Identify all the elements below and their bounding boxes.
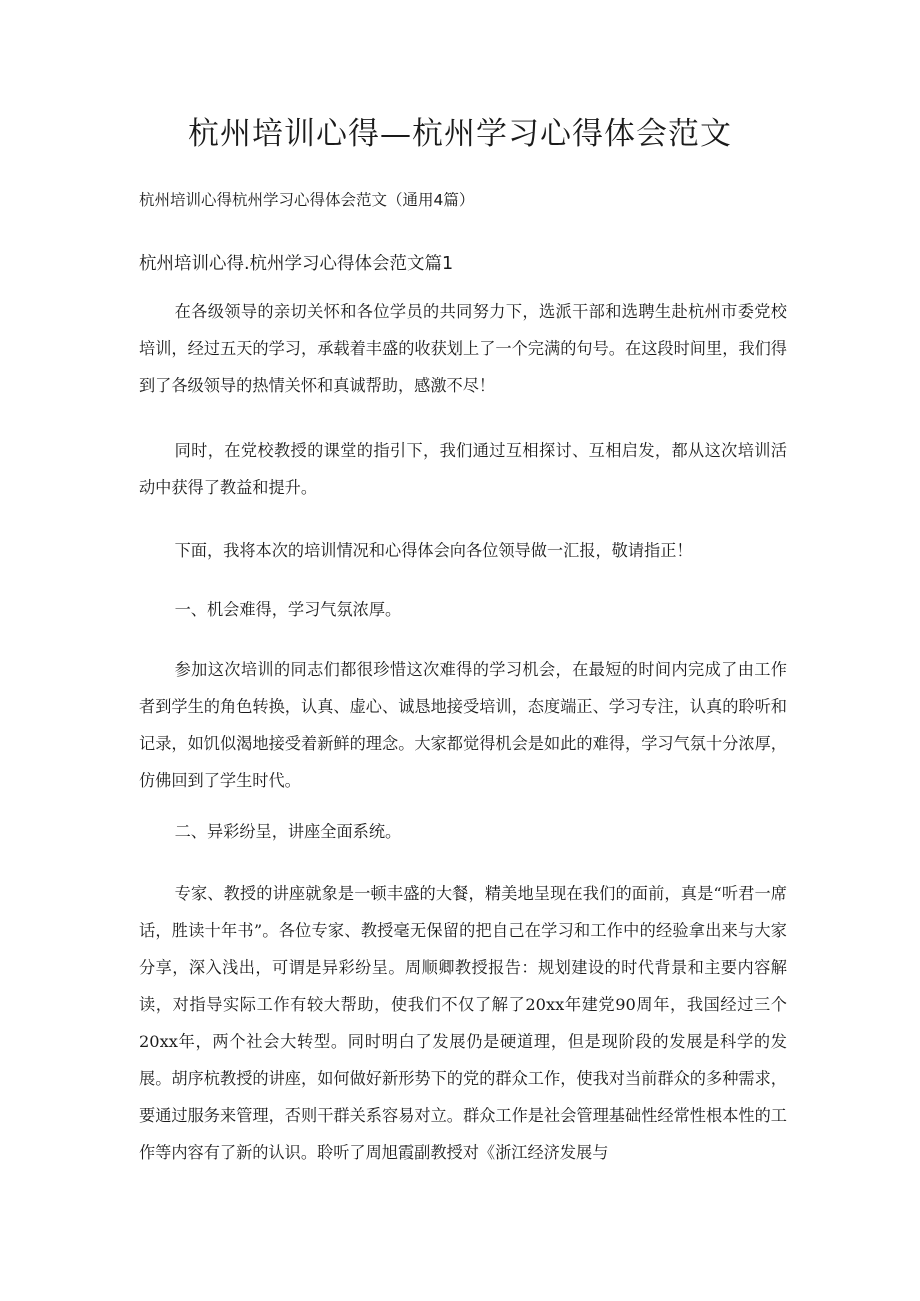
point-two-heading: 二、异彩纷呈，讲座全面系统。	[174, 822, 402, 841]
document-subtitle: 杭州培训心得杭州学习心得体会范文（通用4篇）	[139, 191, 475, 209]
paragraph-report-lead: 下面，我将本次的培训情况和心得体会向各位领导做一汇报，敬请指正！	[174, 541, 693, 560]
paragraph-intro: 在各级领导的亲切关怀和各位学员的共同努力下，选派干部和选聘生赴杭州市委党校培训，经过五天的学习，承载着丰盛的收获划上了一个完满的句号。在这段时间里，我们得到了各级领导的热情关怀和真诚帮助，感激不尽！	[139, 302, 787, 395]
point-one-heading: 一、机会难得，学习气氛浓厚。	[174, 600, 402, 619]
document-title: 杭州培训心得—杭州学习心得体会范文	[188, 116, 732, 152]
paragraph-guidance: 同时，在党校教授的课堂的指引下，我们通过互相探讨、互相启发，都从这次培训活动中获得了教益和提升。	[139, 441, 787, 497]
section-heading: 杭州培训心得.杭州学习心得体会范文篇1	[139, 254, 454, 274]
paragraph-point-two: 专家、教授的讲座就象是一顿丰盛的大餐，精美地呈现在我们的面前，真是“听君一席话，胜读十年书”。各位专家、教授毫无保留的把自己在学习和工作中的经验拿出来与大家分享，深入浅出，可谓是异彩纷呈。周顺卿教授报告：规划建设的时代背景和主要内容解读，对指导实际工作有较大帮助，使我们不仅了解了20xx年建党90周年，我国经过三个20xx年，两个社会大转型。同时明白了发展仍是硬道理，但是现阶段的发展是科学的发展。胡序杭教授的讲座，如何做好新形势下的党的群众工作，使我对当前群众的多种需求，要通过服务来管理，否则干群关系容易对立。群众工作是社会管理基础性经常性根本性的工作等内容有了新的认识。聆听了周旭霞副教授对《浙江经济发展与	[139, 884, 787, 1162]
paragraph-point-one: 参加这次培训的同志们都很珍惜这次难得的学习机会，在最短的时间内完成了由工作者到学生的角色转换，认真、虚心、诚恳地接受培训，态度端正、学习专注，认真的聆听和记录，如饥似渴地接受着新鲜的理念。大家都觉得机会是如此的难得，学习气氛十分浓厚，仿佛回到了学生时代。	[139, 660, 787, 790]
